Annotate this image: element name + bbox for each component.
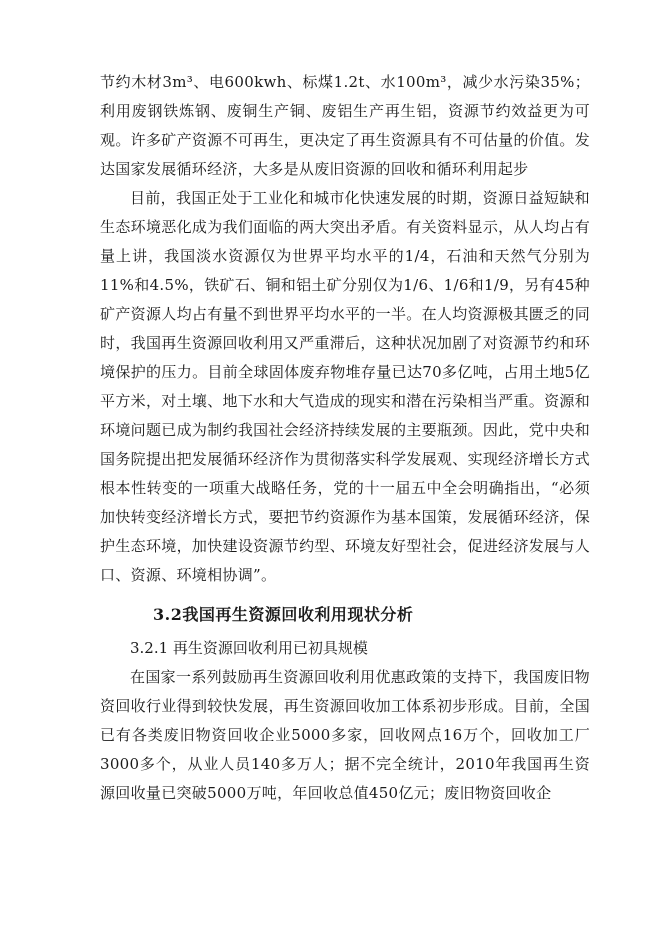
document-body <box>100 68 590 808</box>
paragraph-resource-situation: 目前，我国正处于工业化和城市化快速发展的时期，资源日益短缺和生态环境恶化成为我们面临的两大突出矛盾。有关资料显示，从人均占有量上讲，我国淡水资源仅为世界平均水平的1/4，石油和天然气分别为11%和4.5%，铁矿石、铜和铝土矿分别仅为1/6、1/6和1/9，另有45种矿产资源人均占有量不到世界平均水平的一半。在人均资源极其匮乏的同时，我国再生资源回收利用又严重滞后，这种状况加剧了对资源节约和环境保护的压力。目前全球固体废弃物堆存量已达70多亿吨，占用土地5亿平方米，对土壤、地下水和大气造成的现实和潜在污染相当严重。资源和环境问题已成为制约我国社会经济持续发展的主要瓶颈。因此，党中央和国务院提出把发展循环经济作为贯彻落实科学发展观、实现经济增长方式根本性转变的一项重大战略任务，党的十一届五中全会明确指出，“必须加快转变经济增长方式，要把节约资源作为基本国策，发展循环经济，保护生态环境，加快建设资源节约型、环境友好型社会，促进经济发展与人口、资源、环境相协调”。 <box>100 189 590 584</box>
paragraph-continued: 节约木材3m³、电600kwh、标煤1.2t、水100m³，减少水污染35%；利用废钢铁炼钢、废铜生产铜、废铝生产再生铝，资源节约效益更为可观。许多矿产资源不可再生，更决定了再生资源具有不可估量的价值。发达国家发展循环经济，大多是从废旧资源的回收和循环利用起步 <box>100 73 590 178</box>
section-heading: 3.2我国再生资源回收利用现状分析 <box>153 605 414 624</box>
paragraph-recycling-scale: 在国家一系列鼓励再生资源回收利用优惠政策的支持下，我国废旧物资回收行业得到较快发展，再生资源回收加工体系初步形成。目前，全国已有各类废旧物资回收企业5000多家，回收网点16万个，回收加工厂3000多个，从业人员140多万人；据不完全统计，2010年我国再生资源回收量已突破5000万吨，年回收总值450亿元；废旧物资回收企 <box>100 668 590 802</box>
subsection-heading: 3.2.1 再生资源回收利用已初具规模 <box>130 639 368 657</box>
